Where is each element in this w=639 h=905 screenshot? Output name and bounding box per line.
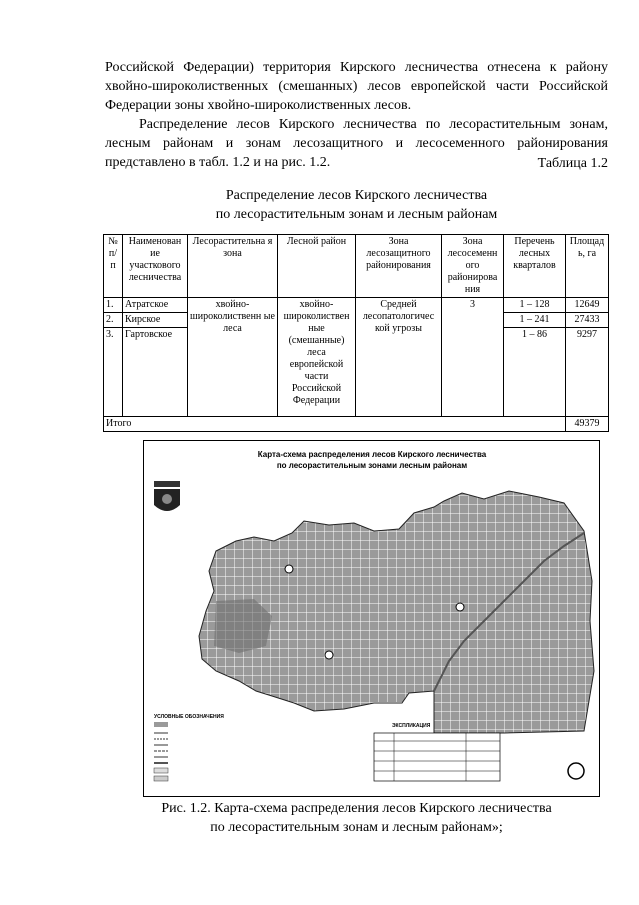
figure-caption-line2: по лесорастительным зонам и лесным районам»; xyxy=(210,820,503,835)
table-caption xyxy=(105,186,608,224)
header-area: Площад ь, га xyxy=(566,235,609,298)
header-protection-zone: Зона лесозащитного районирования xyxy=(356,235,442,298)
table-caption-line2: по лесорастительным зонам и лесным районам xyxy=(215,207,498,222)
cell-protection-zone: Средней лесопатологичес кой угрозы xyxy=(356,298,442,417)
cell-zone: хвойно-широколиственн ые леса xyxy=(188,298,278,417)
row-num: 1. xyxy=(104,298,123,313)
row-name: Атратское xyxy=(123,298,188,313)
settlement-marker xyxy=(325,651,333,659)
paragraph-1: Российской Федерации) территория Кирского лесничества отнесена к району хвойно-широколиственных (смешанных) лесов европейской части Российской Федерации зоны хвойно-широколиственных лесов. xyxy=(105,60,608,113)
figure-caption-line1: Рис. 1.2. Карта-схема распределения лесов Кирского лесничества xyxy=(161,801,552,816)
settlement-marker xyxy=(456,603,464,611)
legend xyxy=(154,722,168,781)
explication-table xyxy=(374,733,500,781)
row-area: 9297 xyxy=(566,328,609,417)
row-quarters: 1 – 86 xyxy=(504,328,566,417)
header-num: № п/ п xyxy=(104,235,123,298)
cell-district: хвойно-широколиствен ные (смешанные) леса европейской части Российской Федерации xyxy=(278,298,356,417)
header-quarters: Перечень лесных кварталов xyxy=(504,235,566,298)
row-area: 27433 xyxy=(566,313,609,328)
map-title-line1: Карта-схема распределения лесов Кирского лесничества xyxy=(257,450,487,459)
settlement-marker xyxy=(285,565,293,573)
emblem-icon xyxy=(154,481,180,511)
header-seed-zone: Зона лесосеменн ого районирова ния xyxy=(442,235,504,298)
table-header-row xyxy=(104,235,609,298)
table-label: Таблица 1.2 xyxy=(537,156,608,171)
header-name: Наименован ие участкового лесничества xyxy=(123,235,188,298)
legend-title: УСЛОВНЫЕ ОБОЗНАЧЕНИЯ xyxy=(154,714,224,720)
header-district: Лесной район xyxy=(278,235,356,298)
table-total-row xyxy=(104,417,609,432)
cell-seed-zone: 3 xyxy=(442,298,504,417)
total-label: Итого xyxy=(104,417,566,432)
explication-title: ЭКСПЛИКАЦИЯ xyxy=(392,723,431,729)
table-row xyxy=(104,298,609,313)
forest-distribution-table xyxy=(103,234,609,432)
row-num: 3. xyxy=(104,328,123,417)
row-name: Гартовское xyxy=(123,328,188,417)
row-quarters: 1 – 128 xyxy=(504,298,566,313)
map-title-line2: по лесорастительным зонами лесным районам xyxy=(276,461,468,470)
header-zone: Лесорастительна я зона xyxy=(188,235,278,298)
forest-map xyxy=(144,441,599,796)
figure-caption xyxy=(105,799,608,837)
row-num: 2. xyxy=(104,313,123,328)
row-name: Кирское xyxy=(123,313,188,328)
total-area: 49379 xyxy=(566,417,609,432)
forest-map-figure xyxy=(143,440,600,797)
company-logo-icon xyxy=(568,763,584,779)
paragraph-2: Распределение лесов Кирского лесничества по лесорастительным зонам, лесным районам и зонам лесозащитного и лесосеменного районирования представлено в табл. 1.2 и на рис. 1.2. xyxy=(105,117,608,170)
row-quarters: 1 – 241 xyxy=(504,313,566,328)
row-area: 12649 xyxy=(566,298,609,313)
table-caption-line1: Распределение лесов Кирского лесничества xyxy=(225,188,488,203)
